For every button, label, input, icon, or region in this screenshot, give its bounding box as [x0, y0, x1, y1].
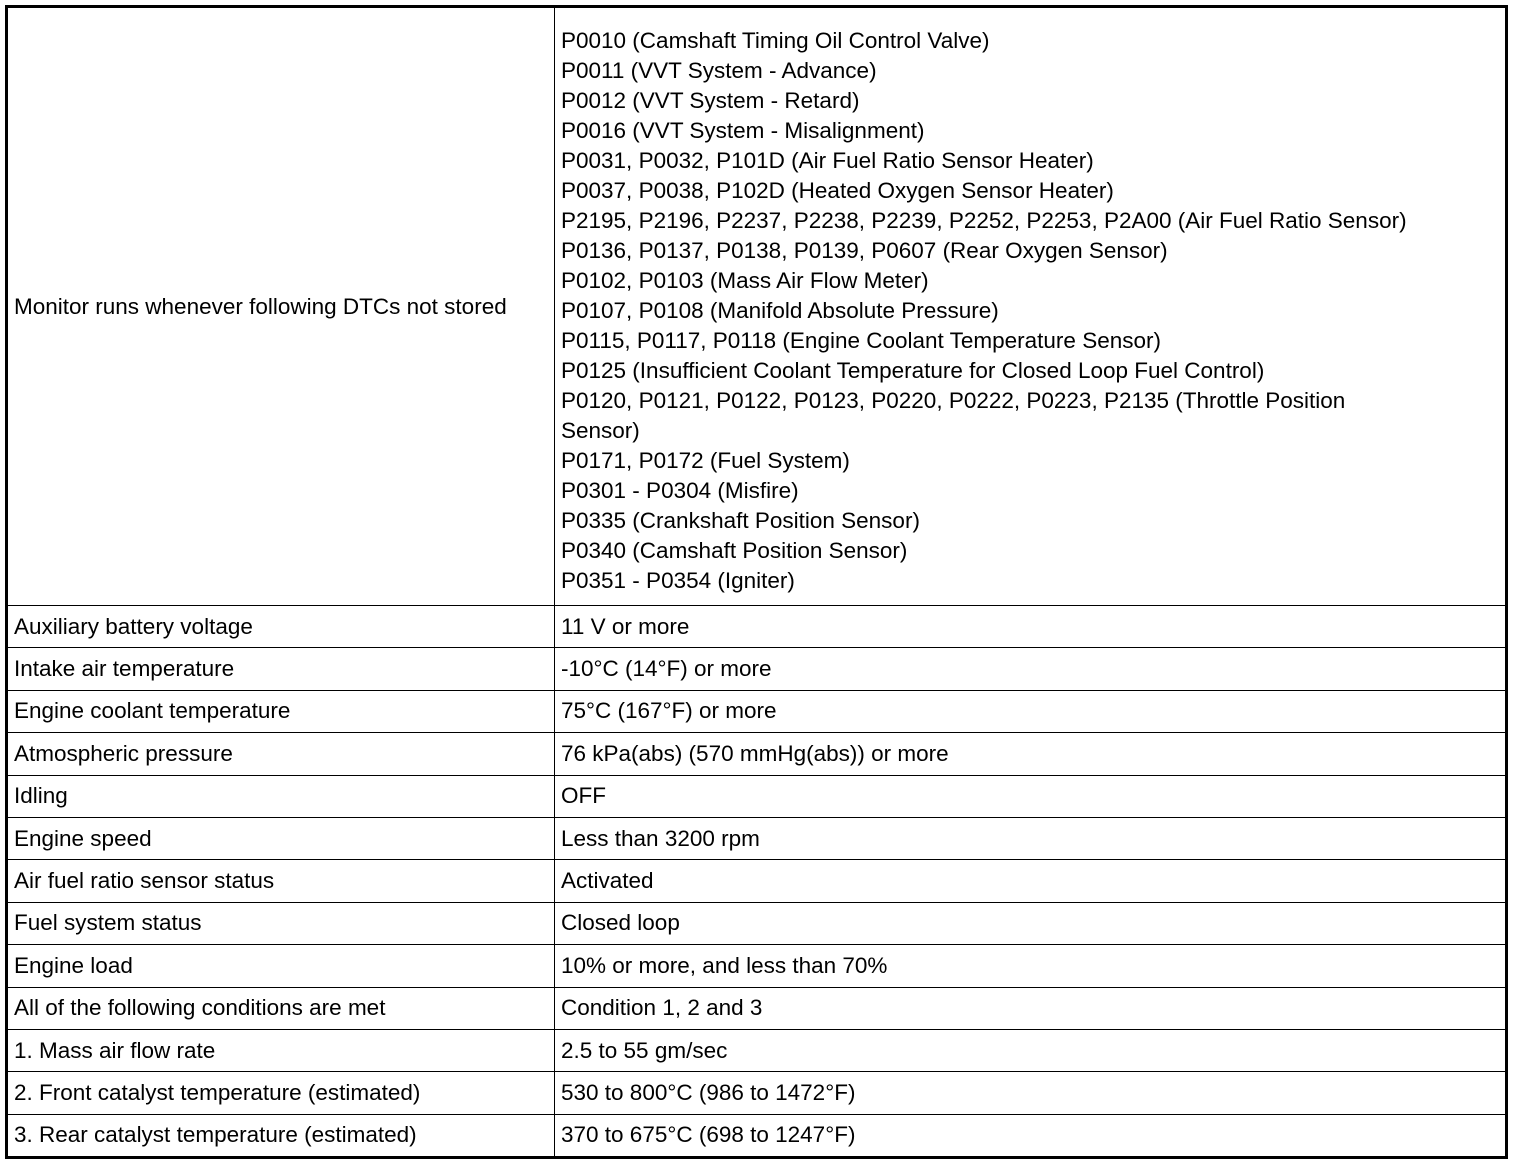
table-row [7, 606, 1507, 648]
condition-label: 2. Front catalyst temperature (estimated) [7, 1072, 555, 1114]
table-row [7, 648, 1507, 690]
condition-label: Idling [7, 775, 555, 817]
dtc-line: P0012 (VVT System - Retard) [561, 87, 860, 113]
condition-value: 2.5 to 55 gm/sec [555, 1029, 1507, 1071]
table-row [7, 733, 1507, 775]
table-row [7, 987, 1507, 1029]
dtc-line: P0171, P0172 (Fuel System) [561, 447, 850, 473]
condition-value: 10% or more, and less than 70% [555, 945, 1507, 987]
dtc-line: P0016 (VVT System - Misalignment) [561, 117, 925, 143]
monitor-conditions-table [5, 5, 1508, 1159]
dtc-line: P0340 (Camshaft Position Sensor) [561, 537, 908, 563]
condition-label: Atmospheric pressure [7, 733, 555, 775]
table-row [7, 945, 1507, 987]
condition-label: 1. Mass air flow rate [7, 1029, 555, 1071]
condition-value: 76 kPa(abs) (570 mmHg(abs)) or more [555, 733, 1507, 775]
table-row [7, 860, 1507, 902]
table-row-dtcs-not-stored [7, 7, 1507, 606]
dtc-line: P0136, P0137, P0138, P0139, P0607 (Rear Oxygen Sensor) [561, 237, 1168, 263]
dtc-line: P0037, P0038, P102D (Heated Oxygen Sensor Heater) [561, 177, 1114, 203]
condition-label: Intake air temperature [7, 648, 555, 690]
table-row [7, 1114, 1507, 1157]
dtc-line: P0011 (VVT System - Advance) [561, 57, 877, 83]
dtc-line: P0107, P0108 (Manifold Absolute Pressure) [561, 297, 999, 323]
condition-label: Engine coolant temperature [7, 690, 555, 732]
condition-value: OFF [555, 775, 1507, 817]
condition-value: Activated [555, 860, 1507, 902]
condition-value: 530 to 800°C (986 to 1472°F) [555, 1072, 1507, 1114]
dtc-line: P2195, P2196, P2237, P2238, P2239, P2252, P2253, P2A00 (Air Fuel Ratio Sensor) [561, 207, 1407, 233]
condition-label: Monitor runs whenever following DTCs not stored [7, 7, 555, 606]
dtc-line: P0031, P0032, P101D (Air Fuel Ratio Sensor Heater) [561, 147, 1094, 173]
table-row [7, 690, 1507, 732]
dtc-line: P0351 - P0354 (Igniter) [561, 567, 795, 593]
dtc-line: P0102, P0103 (Mass Air Flow Meter) [561, 267, 929, 293]
table-row [7, 775, 1507, 817]
dtc-line: P0335 (Crankshaft Position Sensor) [561, 507, 920, 533]
table-row [7, 902, 1507, 944]
condition-value: Less than 3200 rpm [555, 817, 1507, 859]
dtc-line: P0120, P0121, P0122, P0123, P0220, P0222, P0223, P2135 (Throttle Position [561, 387, 1346, 413]
condition-value: 370 to 675°C (698 to 1247°F) [555, 1114, 1507, 1157]
table-row [7, 1072, 1507, 1114]
dtc-line: P0115, P0117, P0118 (Engine Coolant Temperature Sensor) [561, 327, 1161, 353]
condition-value: Closed loop [555, 902, 1507, 944]
condition-label: Engine load [7, 945, 555, 987]
table-row [7, 817, 1507, 859]
dtc-line: Sensor) [561, 417, 640, 443]
dtc-list [555, 7, 1507, 606]
condition-value: -10°C (14°F) or more [555, 648, 1507, 690]
dtc-line: P0010 (Camshaft Timing Oil Control Valve) [561, 27, 990, 53]
condition-value: 11 V or more [555, 606, 1507, 648]
dtc-line: P0301 - P0304 (Misfire) [561, 477, 799, 503]
condition-label: Air fuel ratio sensor status [7, 860, 555, 902]
condition-label: Engine speed [7, 817, 555, 859]
condition-label: 3. Rear catalyst temperature (estimated) [7, 1114, 555, 1157]
dtc-line: P0125 (Insufficient Coolant Temperature for Closed Loop Fuel Control) [561, 357, 1265, 383]
condition-label: Fuel system status [7, 902, 555, 944]
table-row [7, 1029, 1507, 1071]
condition-value: Condition 1, 2 and 3 [555, 987, 1507, 1029]
condition-label: Auxiliary battery voltage [7, 606, 555, 648]
condition-label: All of the following conditions are met [7, 987, 555, 1029]
condition-value: 75°C (167°F) or more [555, 690, 1507, 732]
